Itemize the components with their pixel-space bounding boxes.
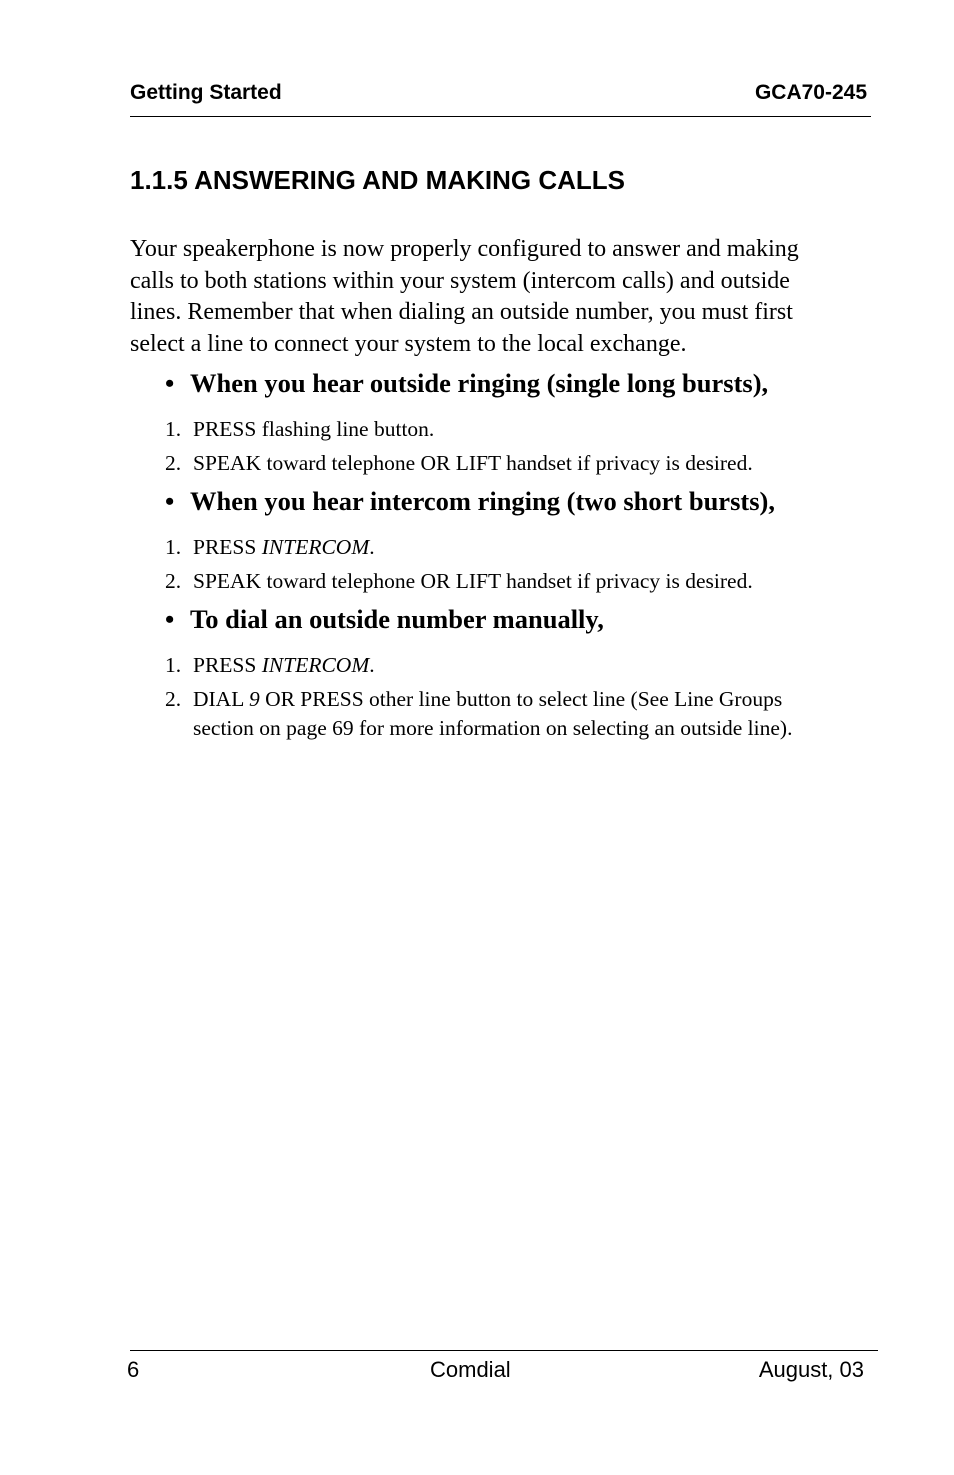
bullet-icon: • xyxy=(165,368,175,398)
step-number: 1. xyxy=(165,535,182,559)
step-keyword: INTERCOM xyxy=(261,653,370,677)
step-text: PRESS flashing line button. xyxy=(193,417,435,441)
intro-line: select a line to connect your system to the local exchange. xyxy=(130,330,687,357)
bullet-heading-text: To dial an outside number manually, xyxy=(190,604,604,634)
intro-line: calls to both stations within your system (intercom calls) and outside xyxy=(130,267,790,294)
bullet-heading-intercom-ringing xyxy=(165,486,775,517)
step-number: 1. xyxy=(165,653,182,677)
intro-paragraph xyxy=(130,234,875,360)
step-keyword: 9 xyxy=(248,687,260,711)
page-footer xyxy=(127,1350,878,1387)
footer-date: August, 03 xyxy=(758,1357,864,1382)
intro-line: Your speakerphone is now properly configured to answer and making xyxy=(130,236,799,262)
step-text: PRESS xyxy=(193,535,262,559)
step-number: 2. xyxy=(165,569,182,593)
step-text-tail: . xyxy=(369,653,375,677)
step-number: 2. xyxy=(165,451,182,475)
step-number: 1. xyxy=(165,417,182,441)
page-header xyxy=(130,80,871,117)
bullet-heading-dial-outside xyxy=(165,604,604,635)
step-continuation: section on page 69 for more information on selecting an outside line). xyxy=(193,716,793,740)
step-number: 2. xyxy=(165,687,182,711)
intro-line: lines. Remember that when dialing an outside number, you must first xyxy=(130,299,793,325)
step-text: SPEAK toward telephone OR LIFT handset if privacy is desired. xyxy=(193,569,753,593)
step-item xyxy=(165,685,875,743)
header-document-code: GCA70-245 xyxy=(754,81,867,104)
step-text-tail: . xyxy=(369,535,375,559)
step-item xyxy=(165,449,875,478)
footer-company: Comdial xyxy=(430,1357,511,1382)
section-title: 1.1.5 ANSWERING AND MAKING CALLS xyxy=(130,165,625,195)
header-section-name: Getting Started xyxy=(130,81,282,104)
step-text: SPEAK toward telephone OR LIFT handset if privacy is desired. xyxy=(193,451,753,475)
bullet-icon: • xyxy=(165,604,175,634)
step-keyword: INTERCOM xyxy=(261,535,370,559)
step-item xyxy=(165,415,875,444)
step-text: PRESS xyxy=(193,653,262,677)
step-item xyxy=(165,651,875,680)
bullet-heading-text: When you hear outside ringing (single long bursts), xyxy=(190,368,769,398)
bullet-icon: • xyxy=(165,486,175,516)
bullet-heading-text: When you hear intercom ringing (two short bursts), xyxy=(190,486,775,516)
step-item xyxy=(165,533,875,562)
step-text: DIAL xyxy=(193,687,249,711)
step-item xyxy=(165,567,875,596)
bullet-heading-outside-ringing xyxy=(165,368,768,399)
page-number: 6 xyxy=(127,1357,140,1382)
step-text-tail: OR PRESS other line button to select line (See Line Groups xyxy=(259,687,783,711)
